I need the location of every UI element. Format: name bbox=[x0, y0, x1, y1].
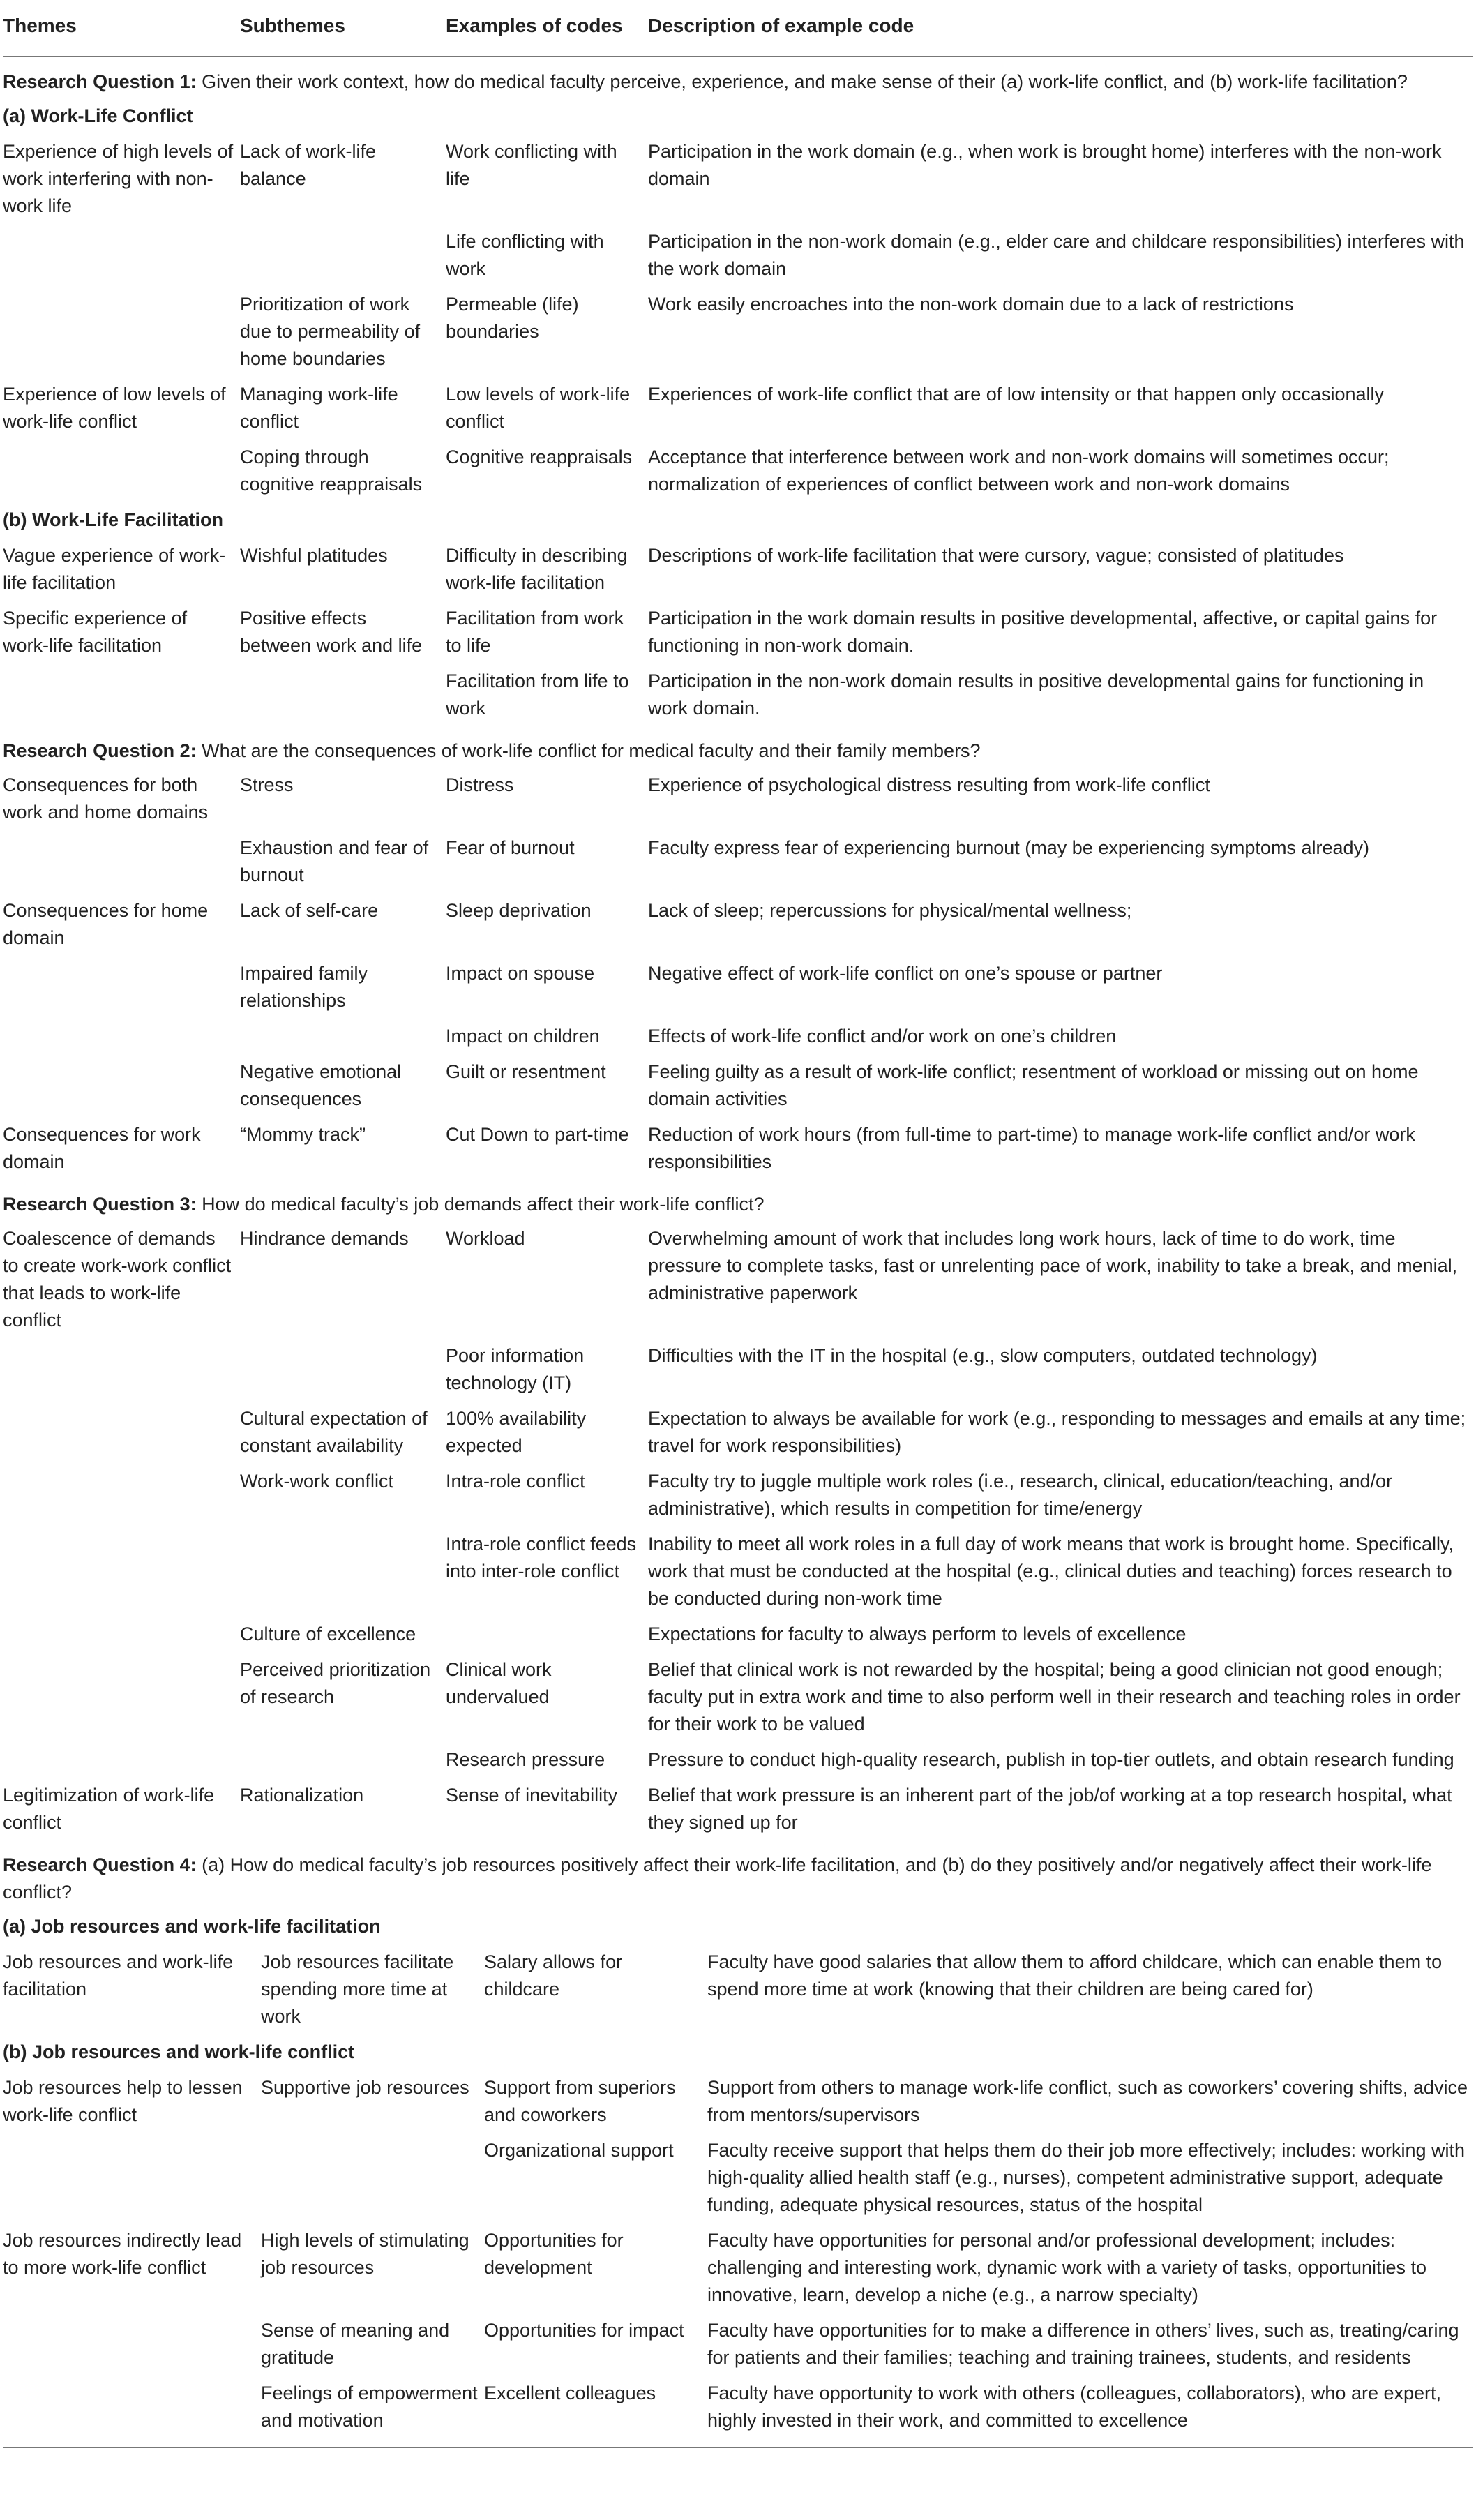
theme-cell bbox=[3, 228, 240, 283]
theme-cell: Consequences for both work and home domains bbox=[3, 774, 209, 823]
code-cell: Sense of inevitability bbox=[446, 1785, 618, 1806]
table-row bbox=[3, 1742, 1473, 1778]
theme-cell bbox=[3, 444, 240, 498]
rq1-text: Given their work context, how do medical faculty perceive, experience, and make sense of their (a) work-life conflict, and (b) work-life facilitation? bbox=[196, 71, 1408, 92]
description-cell: Inability to meet all work roles in a full day of work means that work is brought home. Specifically, work that must be conducted at the hospital (e.g., clinical duties and teaching) forces research to be conducted during non-work time bbox=[648, 1533, 1454, 1609]
rq3-text: How do medical faculty’s job demands affect their work-life conflict? bbox=[196, 1194, 765, 1215]
code-cell: Guilt or resentment bbox=[446, 1061, 606, 1082]
table-row bbox=[3, 830, 1473, 893]
subtheme-cell: Positive effects between work and life bbox=[240, 608, 423, 656]
table-row bbox=[3, 538, 1473, 601]
subtheme-cell: Wishful platitudes bbox=[240, 545, 388, 566]
description-cell: Experiences of work-life conflict that are of low intensity or that happen only occasionally bbox=[648, 384, 1385, 405]
theme-cell bbox=[3, 291, 240, 373]
section-heading-rq1b: (b) Work-Life Facilitation bbox=[3, 509, 223, 530]
header-themes: Themes bbox=[3, 15, 77, 36]
code-cell: Workload bbox=[446, 1228, 525, 1249]
table-row bbox=[3, 1527, 1473, 1617]
subtheme-cell: Perceived prioritization of research bbox=[240, 1659, 431, 1707]
theme-cell bbox=[3, 1656, 240, 1738]
table-row bbox=[3, 1464, 1473, 1527]
subtheme-cell: Cultural expectation of constant availability bbox=[240, 1408, 428, 1456]
code-cell: Salary allows for childcare bbox=[484, 1951, 623, 2000]
description-cell: Overwhelming amount of work that includes long work hours, lack of time to do work, time pressure to complete tasks, fast or unrelenting pace of work, inability to take a break, and menial, administrative paperwork bbox=[648, 1228, 1458, 1303]
description-cell: Feeling guilty as a result of work-life conflict; resentment of workload or missing out on home domain activities bbox=[648, 1061, 1419, 1109]
code-cell: Poor information technology (IT) bbox=[446, 1345, 585, 1393]
subtheme-cell: Exhaustion and fear of burnout bbox=[240, 837, 429, 885]
theme-cell bbox=[3, 1023, 240, 1050]
subtheme-cell bbox=[240, 1342, 446, 1397]
description-cell: Descriptions of work-life facilitation that were cursory, vague; consisted of platitudes bbox=[648, 545, 1344, 566]
code-cell: Opportunities for impact bbox=[484, 2320, 684, 2341]
description-cell: Faculty have opportunities for to make a difference in others’ lives, such as, treating/caring for patients and their families; teaching and training trainees, students, and residents bbox=[707, 2320, 1459, 2368]
rq4-label: Research Question 4: bbox=[3, 1854, 197, 1875]
table-row bbox=[3, 956, 1473, 1019]
section-heading-rq4a: (a) Job resources and work-life facilitation bbox=[3, 1916, 381, 1937]
research-question-4 bbox=[3, 1840, 1473, 1909]
code-cell: Cognitive reappraisals bbox=[446, 447, 633, 467]
code-cell: Excellent colleagues bbox=[484, 2383, 656, 2403]
rq4a-rows bbox=[3, 1944, 1473, 2034]
subtheme-cell bbox=[240, 1531, 446, 1612]
code-cell: Research pressure bbox=[446, 1749, 605, 1770]
table-header bbox=[3, 7, 1473, 57]
theme-cell bbox=[3, 1621, 240, 1648]
subtheme-cell bbox=[240, 228, 446, 283]
table-row bbox=[3, 2133, 1473, 2223]
research-question-3 bbox=[3, 1180, 1473, 1221]
table-row bbox=[3, 2376, 1473, 2438]
subtheme-cell: Prioritization of work due to permeability of home boundaries bbox=[240, 294, 421, 369]
rq2-label: Research Question 2: bbox=[3, 740, 197, 761]
theme-cell bbox=[3, 1058, 240, 1113]
code-cell: 100% availability expected bbox=[446, 1408, 587, 1456]
subtheme-cell: Lack of work-life balance bbox=[240, 141, 377, 189]
description-cell: Reduction of work hours (from full-time to part-time) to manage work-life conflict and/or work responsibilities bbox=[648, 1124, 1415, 1172]
code-cell: Difficulty in describing work-life facilitation bbox=[446, 545, 628, 593]
header-examples-of-codes: Examples of codes bbox=[446, 15, 623, 36]
theme-cell bbox=[3, 1468, 240, 1522]
theme-cell bbox=[3, 960, 240, 1014]
subtheme-cell bbox=[240, 1746, 446, 1773]
code-cell: Intra-role conflict bbox=[446, 1471, 585, 1492]
table-row bbox=[3, 2223, 1473, 2313]
header-description: Description of example code bbox=[648, 15, 914, 36]
theme-cell bbox=[3, 2317, 261, 2371]
subtheme-cell bbox=[261, 2137, 484, 2219]
code-cell: Fear of burnout bbox=[446, 837, 575, 858]
code-cell: Clinical work undervalued bbox=[446, 1659, 552, 1707]
description-cell: Participation in the non-work domain results in positive developmental gains for functioning in work domain. bbox=[648, 670, 1424, 719]
theme-cell: Specific experience of work-life facilitation bbox=[3, 608, 188, 656]
rq2-text: What are the consequences of work-life conflict for medical faculty and their family members? bbox=[196, 740, 981, 761]
description-cell: Faculty have good salaries that allow them to afford childcare, which can enable them to spend more time at work (knowing that their children are being cared for) bbox=[707, 1951, 1443, 2000]
theme-cell: Job resources and work-life facilitation bbox=[3, 1951, 234, 2000]
rq2-rows bbox=[3, 767, 1473, 1180]
table-row bbox=[3, 1221, 1473, 1338]
description-cell: Participation in the work domain results in positive developmental, affective, or capital gains for functioning in non-work domain. bbox=[648, 608, 1438, 656]
section-heading-rq1a: (a) Work-Life Conflict bbox=[3, 105, 193, 126]
subtheme-cell: Work-work conflict bbox=[240, 1471, 394, 1492]
table-row bbox=[3, 1117, 1473, 1180]
theme-cell bbox=[3, 1531, 240, 1612]
rq1a-rows bbox=[3, 134, 1473, 502]
table-row bbox=[3, 663, 1473, 726]
description-cell: Faculty have opportunity to work with others (colleagues, collaborators), who are expert, highly invested in their work, and committed to excellence bbox=[707, 2383, 1442, 2431]
description-cell: Expectations for faculty to always perform to levels of excellence bbox=[648, 1623, 1187, 1644]
table-row bbox=[3, 1778, 1473, 1840]
table-row bbox=[3, 287, 1473, 377]
code-cell: Low levels of work-life conflict bbox=[446, 384, 631, 432]
description-cell: Faculty receive support that helps them do their job more effectively; includes: working with high-quality allied health staff (e.g., nurses), competent administrative support, adequate funding, adequate physical resources, status of the hospital bbox=[707, 2140, 1466, 2215]
rq4-text: (a) How do medical faculty’s job resources positively affect their work-life facilitation, and (b) do they positively and/or negatively affect their work-life conflict? bbox=[3, 1854, 1432, 1903]
theme-cell: Vague experience of work-life facilitation bbox=[3, 545, 226, 593]
rq1b-rows bbox=[3, 538, 1473, 726]
theme-cell: Coalescence of demands to create work-work conflict that leads to work-life conflict bbox=[3, 1228, 232, 1330]
description-cell: Experience of psychological distress resulting from work-life conflict bbox=[648, 774, 1210, 795]
theme-cell bbox=[3, 834, 240, 889]
description-cell: Acceptance that interference between work and non-work domains will sometimes occur; normalization of experiences of conflict between work and non-work domains bbox=[648, 447, 1390, 495]
description-cell: Participation in the non-work domain (e.g., elder care and childcare responsibilities) interferes with the work domain bbox=[648, 231, 1465, 279]
table-row bbox=[3, 767, 1473, 830]
theme-cell bbox=[3, 1405, 240, 1460]
theme-cell bbox=[3, 2380, 261, 2434]
theme-cell: Legitimization of work-life conflict bbox=[3, 1785, 215, 1833]
theme-cell: Experience of high levels of work interfering with non-work life bbox=[3, 141, 234, 216]
table-row bbox=[3, 1401, 1473, 1464]
table-bottom-rule bbox=[3, 2438, 1473, 2448]
subtheme-cell: Negative emotional consequences bbox=[240, 1061, 402, 1109]
theme-cell bbox=[3, 1746, 240, 1773]
table-row bbox=[3, 1019, 1473, 1054]
description-cell: Participation in the work domain (e.g., when work is brought home) interferes with the non-work domain bbox=[648, 141, 1442, 189]
theme-cell: Experience of low levels of work-life conflict bbox=[3, 384, 226, 432]
table-row bbox=[3, 224, 1473, 287]
table-row bbox=[3, 134, 1473, 224]
research-question-1 bbox=[3, 57, 1473, 98]
table-row bbox=[3, 440, 1473, 502]
description-cell: Expectation to always be available for work (e.g., responding to messages and emails at any time; travel for work responsibilities) bbox=[648, 1408, 1466, 1456]
subtheme-cell: Stress bbox=[240, 774, 294, 795]
rq4b-rows bbox=[3, 2070, 1473, 2438]
description-cell: Work easily encroaches into the non-work domain due to a lack of restrictions bbox=[648, 294, 1294, 315]
table-row bbox=[3, 601, 1473, 663]
theme-cell: Consequences for home domain bbox=[3, 900, 209, 948]
code-cell: Opportunities for development bbox=[484, 2230, 624, 2278]
description-cell: Belief that work pressure is an inherent part of the job/of working at a top research hospital, what they signed up for bbox=[648, 1785, 1452, 1833]
description-cell: Belief that clinical work is not rewarded by the hospital; being a good clinician not good enough; faculty put in extra work and time to also perform well in their research and teaching roles in order for their work to be valued bbox=[648, 1659, 1461, 1734]
description-cell: Effects of work-life conflict and/or work on one’s children bbox=[648, 1026, 1117, 1047]
theme-cell: Consequences for work domain bbox=[3, 1124, 201, 1172]
code-cell: Work conflicting with life bbox=[446, 141, 617, 189]
code-cell: Cut Down to part-time bbox=[446, 1124, 629, 1145]
table-row bbox=[3, 2070, 1473, 2133]
code-cell bbox=[446, 1621, 648, 1648]
subtheme-cell: Job resources facilitate spending more time at work bbox=[261, 1951, 454, 2027]
subtheme-cell: High levels of stimulating job resources bbox=[261, 2230, 469, 2278]
code-cell: Sleep deprivation bbox=[446, 900, 592, 921]
code-cell: Organizational support bbox=[484, 2140, 674, 2161]
theme-cell: Job resources indirectly lead to more work-life conflict bbox=[3, 2230, 242, 2278]
subtheme-cell: Impaired family relationships bbox=[240, 963, 368, 1011]
code-cell: Impact on children bbox=[446, 1026, 600, 1047]
subtheme-cell: Rationalization bbox=[240, 1785, 364, 1806]
code-cell: Life conflicting with work bbox=[446, 231, 604, 279]
subtheme-cell: Supportive job resources bbox=[261, 2077, 469, 2098]
code-cell: Permeable (life) boundaries bbox=[446, 294, 579, 342]
rq1-label: Research Question 1: bbox=[3, 71, 197, 92]
header-subthemes: Subthemes bbox=[240, 15, 345, 36]
description-cell: Faculty express fear of experiencing burnout (may be experiencing symptoms already) bbox=[648, 837, 1369, 858]
description-cell: Pressure to conduct high-quality research, publish in top-tier outlets, and obtain research funding bbox=[648, 1749, 1454, 1770]
subtheme-cell: Hindrance demands bbox=[240, 1228, 409, 1249]
theme-cell bbox=[3, 1342, 240, 1397]
code-cell: Impact on spouse bbox=[446, 963, 595, 984]
table-row bbox=[3, 1617, 1473, 1652]
subtheme-cell: Lack of self-care bbox=[240, 900, 379, 921]
code-cell: Support from superiors and coworkers bbox=[484, 2077, 676, 2125]
rq3-rows bbox=[3, 1221, 1473, 1840]
subtheme-cell: Managing work-life conflict bbox=[240, 384, 398, 432]
description-cell: Difficulties with the IT in the hospital (e.g., slow computers, outdated technology) bbox=[648, 1345, 1318, 1366]
code-cell: Facilitation from work to life bbox=[446, 608, 624, 656]
research-question-2 bbox=[3, 726, 1473, 767]
subtheme-cell: Sense of meaning and gratitude bbox=[261, 2320, 450, 2368]
subtheme-cell bbox=[240, 668, 446, 722]
rq3-label: Research Question 3: bbox=[3, 1194, 197, 1215]
theme-cell bbox=[3, 668, 240, 722]
table-row bbox=[3, 1944, 1473, 2034]
table-row bbox=[3, 1054, 1473, 1117]
code-cell: Distress bbox=[446, 774, 514, 795]
code-cell: Intra-role conflict feeds into inter-role conflict bbox=[446, 1533, 637, 1582]
table-row bbox=[3, 2313, 1473, 2376]
subtheme-cell: “Mommy track” bbox=[240, 1124, 366, 1145]
table-row bbox=[3, 1652, 1473, 1742]
description-cell: Faculty have opportunities for personal and/or professional development; includes: challenging and interesting work, dynamic work with a variety of tasks, opportunities to innovative, learn, develop a niche (e.g., a narrow specialty) bbox=[707, 2230, 1427, 2305]
description-cell: Support from others to manage work-life conflict, such as coworkers’ covering shifts, advice from mentors/supervisors bbox=[707, 2077, 1468, 2125]
subtheme-cell: Feelings of empowerment and motivation bbox=[261, 2383, 478, 2431]
description-cell: Lack of sleep; repercussions for physical/mental wellness; bbox=[648, 900, 1132, 921]
theme-cell: Job resources help to lessen work-life conflict bbox=[3, 2077, 243, 2125]
table-row bbox=[3, 377, 1473, 440]
description-cell: Negative effect of work-life conflict on one’s spouse or partner bbox=[648, 963, 1163, 984]
table-row bbox=[3, 1338, 1473, 1401]
subtheme-cell: Culture of excellence bbox=[240, 1623, 416, 1644]
description-cell: Faculty try to juggle multiple work roles (i.e., research, clinical, education/teaching, and/or administrative), which results in competition for time/energy bbox=[648, 1471, 1393, 1519]
theme-cell bbox=[3, 2137, 261, 2219]
table-row bbox=[3, 893, 1473, 956]
subtheme-cell: Coping through cognitive reappraisals bbox=[240, 447, 423, 495]
section-heading-rq4b: (b) Job resources and work-life conflict bbox=[3, 2041, 355, 2062]
code-cell: Facilitation from life to work bbox=[446, 670, 629, 719]
subtheme-cell bbox=[240, 1023, 446, 1050]
